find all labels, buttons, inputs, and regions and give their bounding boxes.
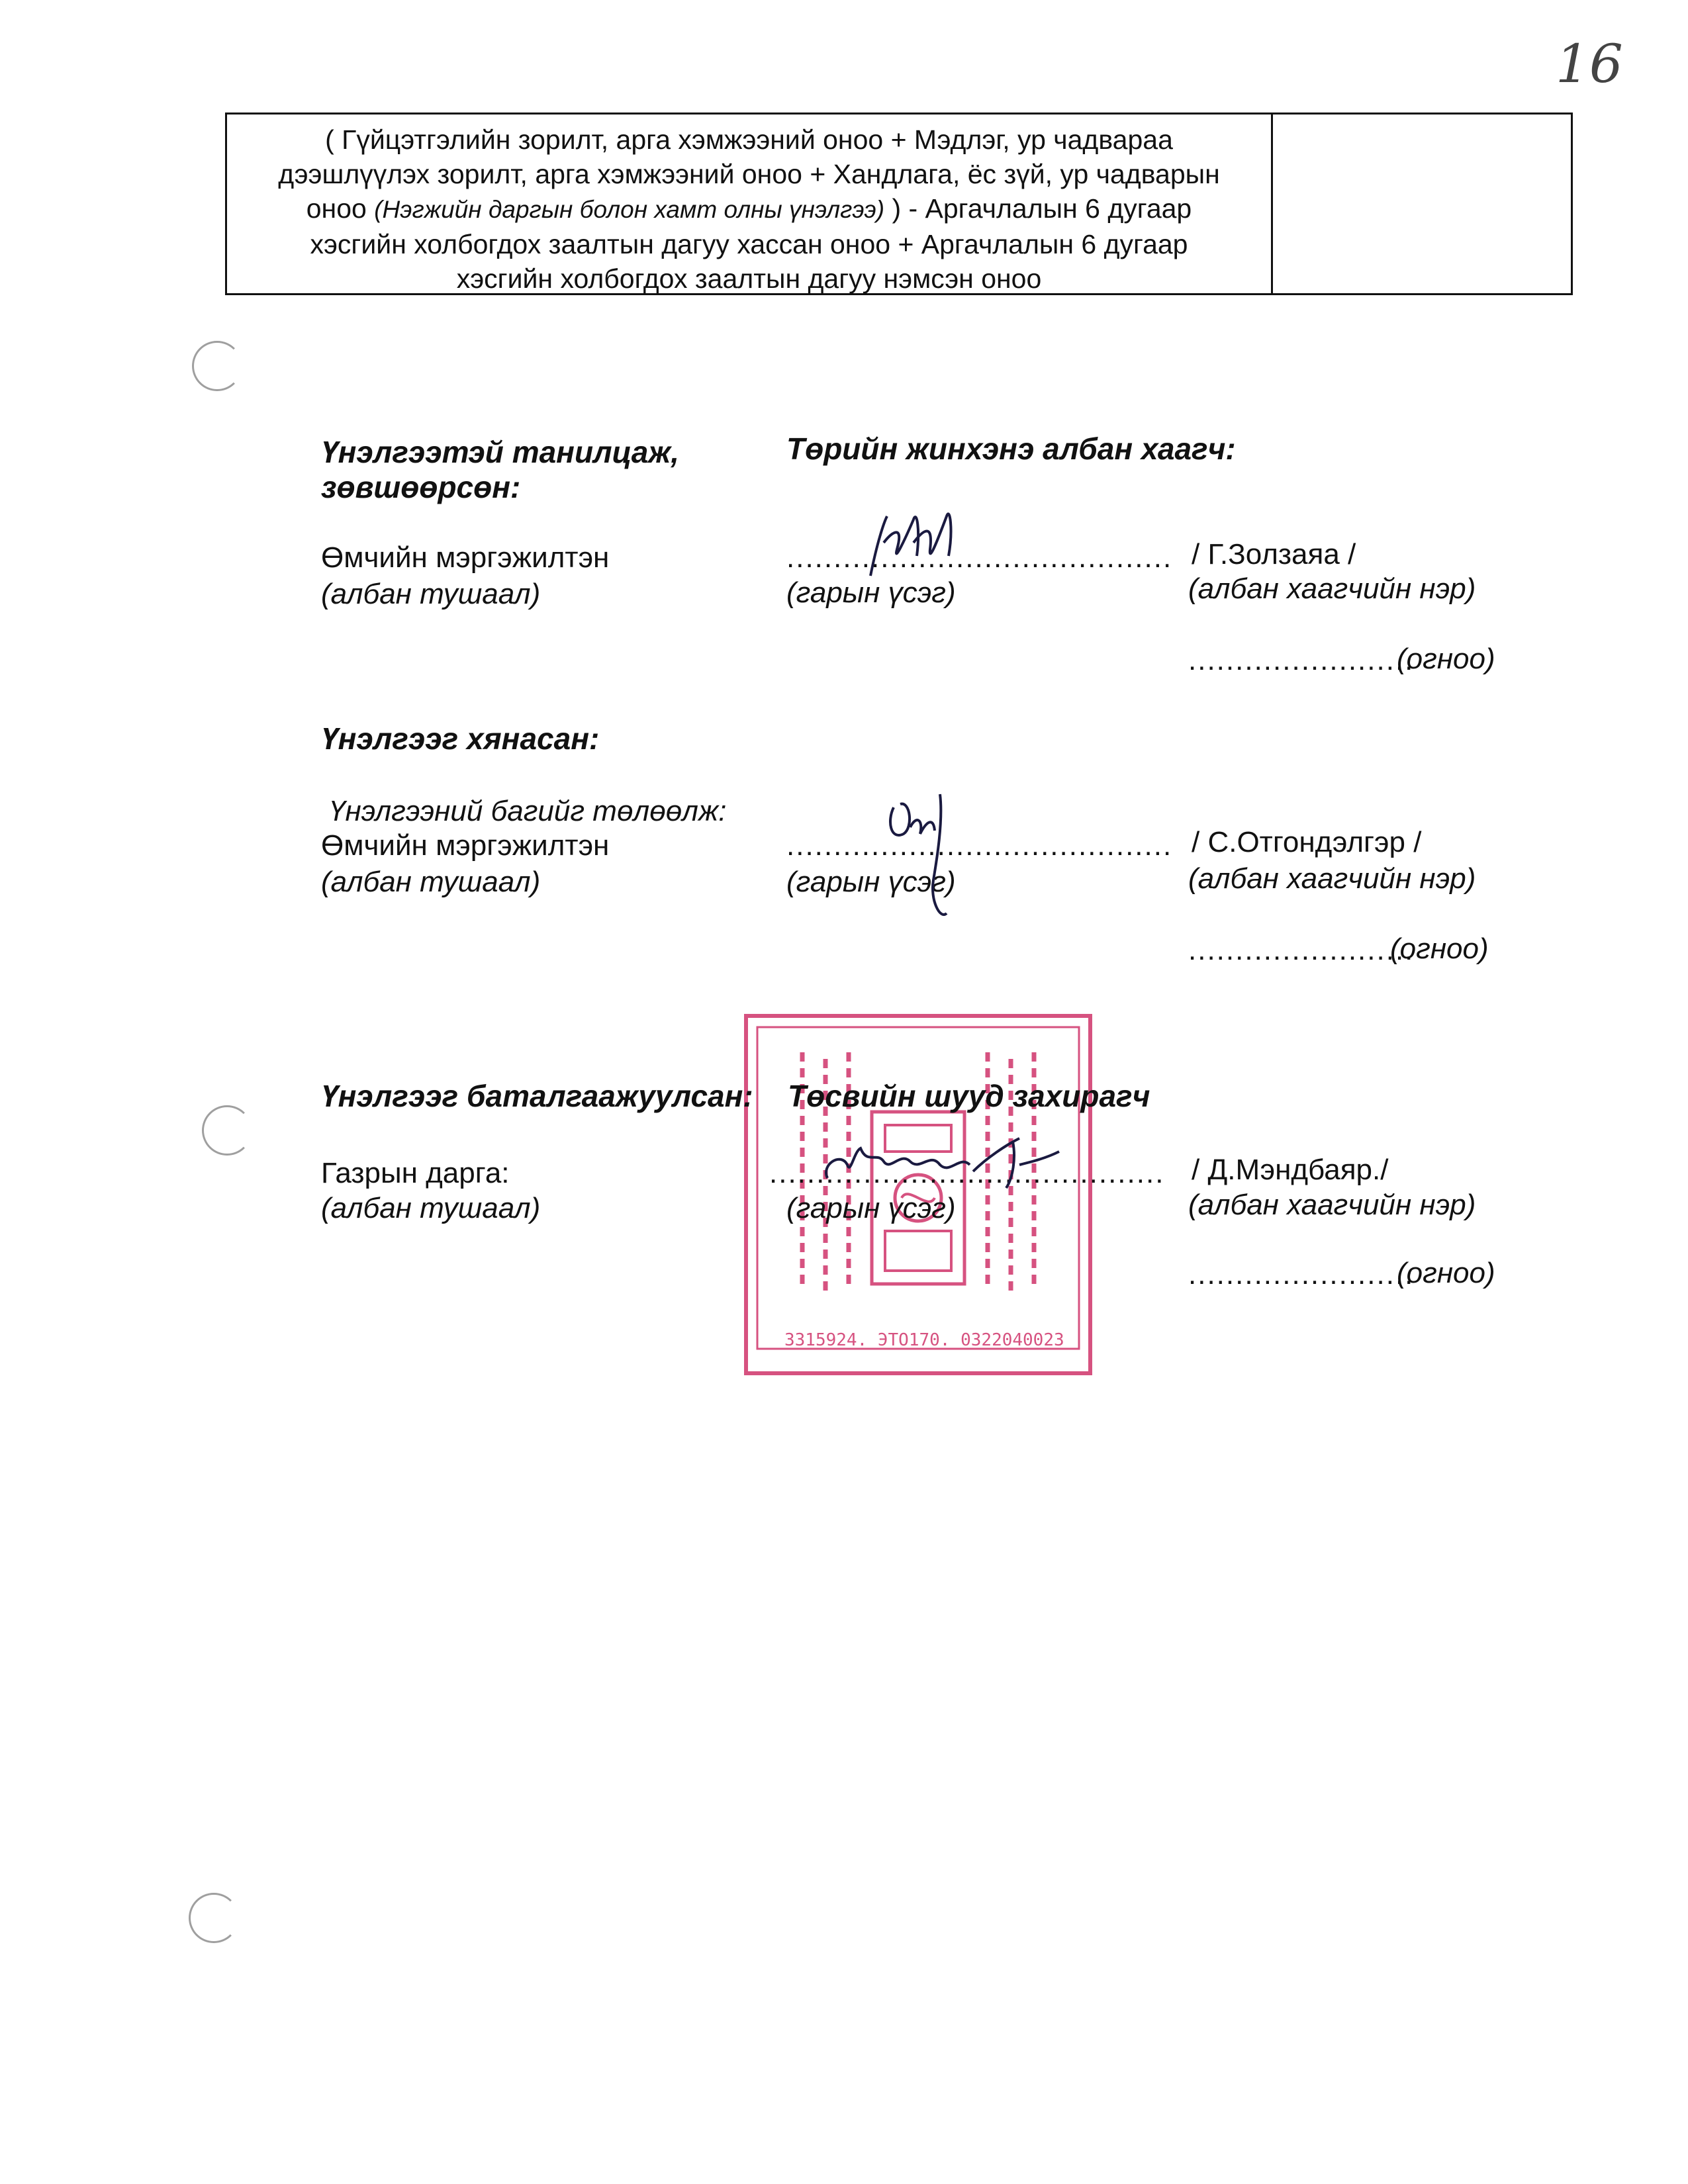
section2-heading: Үнэлгээг хянасан: xyxy=(321,721,600,756)
signature-zolzaya xyxy=(857,503,963,589)
section1-date-line: ........................ xyxy=(1188,644,1415,676)
section1-left-heading-1: Үнэлгээтэй танилцаж, xyxy=(321,435,680,469)
section3-name-caption: (албан хаагчийн нэр) xyxy=(1188,1189,1476,1221)
section3-position-caption: (албан тушаал) xyxy=(321,1192,541,1224)
formula-line-3 xyxy=(247,191,1251,227)
punch-hole-bottom xyxy=(189,1893,239,1943)
score-cell xyxy=(1273,114,1571,293)
signature-mendbayar xyxy=(814,1125,1066,1198)
formula-table xyxy=(225,113,1573,295)
signature-otgondelger xyxy=(874,781,966,927)
section3-position: Газрын дарга: xyxy=(321,1157,510,1189)
section1-date-caption: (огноо) xyxy=(1397,643,1495,675)
section3-right-heading: Төсвийн шууд захирагч xyxy=(788,1079,1150,1113)
section1-right-heading: Төрийн жинхэнэ албан хаагч: xyxy=(786,432,1236,466)
section2-position-caption: (албан тушаал) xyxy=(321,866,541,898)
formula-line-2: дээшлүүлэх зорилт, арга хэмжээний оноо + Хандлага, ёс зүй, ур чадварын xyxy=(278,159,1220,189)
section1-name-caption: (албан хаагчийн нэр) xyxy=(1188,572,1476,605)
section2-date-caption: (огноо) xyxy=(1390,933,1489,965)
punch-hole-middle xyxy=(202,1105,252,1156)
page-number: 16 xyxy=(1556,33,1623,95)
formula-line-3-start: оноо xyxy=(306,193,367,224)
section2-name-caption: (албан хаагчийн нэр) xyxy=(1188,862,1476,895)
section3-date-line: ........................ xyxy=(1188,1258,1415,1291)
section2-signature-line: ......................................... xyxy=(786,829,1173,862)
section1-signature-caption: (гарын үсэг) xyxy=(786,576,956,609)
section1-position: Өмчийн мэргэжилтэн xyxy=(321,541,610,574)
section2-position: Өмчийн мэргэжилтэн xyxy=(321,829,610,862)
formula-line-1: ( Гүйцэтгэлийн зорилт, арга хэмжээний оноо + Мэдлэг, ур чадвараа xyxy=(325,124,1173,155)
section2-team-note: Үнэлгээний багийг төлөөлж: xyxy=(329,795,727,827)
formula-line-4: хэсгийн холбогдох заалтын дагуу хассан оноо + Аргачлалын 6 дугаар xyxy=(310,229,1188,259)
formula-cell xyxy=(227,114,1273,293)
formula-line-5: хэсгийн холбогдох заалтын дагуу нэмсэн оноо xyxy=(456,263,1042,294)
section2-date-line: ........................ xyxy=(1188,934,1415,966)
section2-signature-caption: (гарын үсэг) xyxy=(786,866,956,898)
section1-position-caption: (албан тушаал) xyxy=(321,578,541,610)
formula-line-3-italic: (Нэгжийн даргын болон хамт олны үнэлгээ) xyxy=(374,196,885,223)
section1-signature-line: ......................................... xyxy=(786,541,1173,574)
section2-name: / С.Отгондэлгэр / xyxy=(1192,826,1422,858)
seal-number: 3315924. ЭТО170. 0322040023 xyxy=(784,1330,1064,1350)
section3-signature-caption: (гарын үсэг) xyxy=(786,1192,956,1224)
formula-line-3-end: ) - Аргачлалын 6 дугаар xyxy=(892,193,1192,224)
section3-left-heading: Үнэлгээг баталгаажуулсан: xyxy=(321,1079,753,1113)
section3-name: / Д.Мэндбаяр./ xyxy=(1192,1154,1389,1186)
section3-date-caption: (огноо) xyxy=(1397,1257,1495,1289)
section1-name: / Г.Золзаяа / xyxy=(1192,538,1356,570)
punch-hole-top xyxy=(192,341,242,391)
section3-signature-line: .......................................... xyxy=(769,1157,1165,1189)
section1-left-heading-2: зөвшөөрсөн: xyxy=(321,470,521,504)
